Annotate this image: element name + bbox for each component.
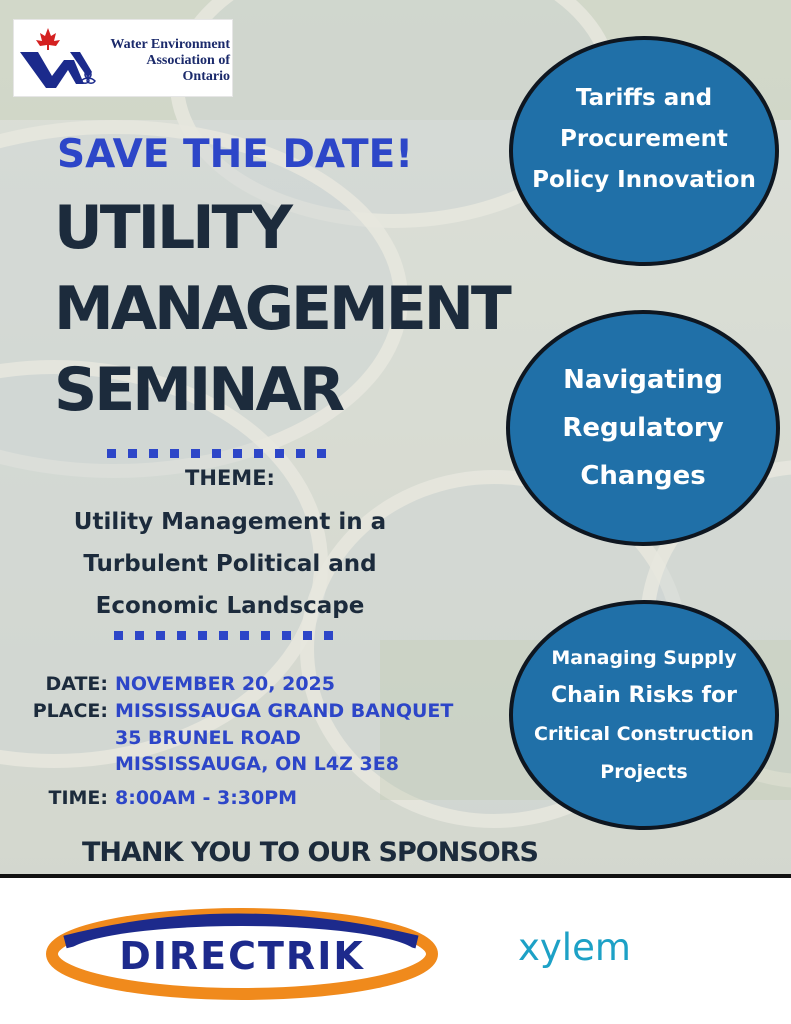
topic-2-line-3: Changes — [580, 461, 706, 491]
topic-1-line-1: Tariffs and — [575, 84, 713, 111]
logo-line-2: Association of — [146, 53, 230, 68]
xylem-logo: xylem — [518, 926, 631, 969]
sponsor-footer — [0, 874, 791, 1024]
theme-line-1: Utility Management in a — [73, 509, 387, 535]
topic-1-line-2: Procurement — [560, 125, 728, 152]
place-label: PLACE: — [32, 700, 108, 722]
divider-dot — [156, 631, 165, 640]
date-value: NOVEMBER 20, 2025 — [115, 673, 335, 695]
topic-2-line-1: Navigating — [563, 365, 723, 395]
topic-3-line-4: Projects — [600, 761, 688, 783]
theme-label: THEME: — [185, 466, 275, 490]
logo-line-3: Ontario — [182, 69, 230, 84]
place-line-3: MISSISSAUGA, ON L4Z 3E8 — [115, 753, 399, 775]
divider-dot — [296, 449, 305, 458]
topic-3-line-2: Chain Risks for — [550, 683, 737, 708]
dotted-divider-top — [107, 449, 332, 459]
topic-circle-tariffs — [509, 36, 779, 266]
title-line-1: UTILITY — [54, 193, 290, 263]
logo-line-1: Water Environment — [110, 37, 230, 52]
directrik-wordmark: DIRECTRIK — [119, 934, 365, 978]
dotted-divider-bottom — [114, 631, 339, 641]
topic-circle-regulatory — [506, 310, 780, 546]
theme-line-3: Economic Landscape — [95, 593, 365, 619]
divider-dot — [275, 449, 284, 458]
topic-1-line-3: Policy Innovation — [532, 166, 756, 193]
save-the-date-heading: SAVE THE DATE! — [57, 132, 414, 177]
divider-dot — [149, 449, 158, 458]
divider-dot — [324, 631, 333, 640]
sponsors-heading: THANK YOU TO OUR SPONSORS — [82, 837, 538, 868]
divider-dot — [191, 449, 200, 458]
divider-dot — [135, 631, 144, 640]
topic-3-line-3: Critical Construction — [534, 723, 754, 745]
divider-dot — [177, 631, 186, 640]
divider-dot — [170, 449, 179, 458]
time-value: 8:00AM - 3:30PM — [115, 787, 298, 809]
place-line-2: 35 BRUNEL ROAD — [115, 727, 301, 749]
place-line-1: MISSISSAUGA GRAND BANQUET — [115, 700, 454, 722]
directrik-logo — [45, 906, 445, 1001]
divider-dot — [261, 631, 270, 640]
topic-2-line-2: Regulatory — [562, 413, 724, 443]
topic-3-line-1: Managing Supply — [551, 647, 737, 669]
logo-mark-icon — [18, 26, 98, 92]
divider-dot — [254, 449, 263, 458]
weao-logo — [14, 20, 232, 96]
divider-dot — [219, 631, 228, 640]
title-line-2: MANAGEMENT — [54, 274, 509, 344]
divider-dot — [128, 449, 137, 458]
divider-dot — [282, 631, 291, 640]
time-label: TIME: — [48, 787, 108, 809]
date-label: DATE: — [45, 673, 108, 695]
divider-dot — [240, 631, 249, 640]
divider-dot — [107, 449, 116, 458]
divider-dot — [303, 631, 312, 640]
divider-dot — [233, 449, 242, 458]
divider-dot — [114, 631, 123, 640]
topic-circle-supply-chain — [509, 600, 779, 830]
divider-dot — [198, 631, 207, 640]
divider-dot — [212, 449, 221, 458]
divider-dot — [317, 449, 326, 458]
logo-text — [94, 37, 230, 85]
theme-line-2: Turbulent Political and — [83, 551, 377, 577]
title-line-3: SEMINAR — [54, 355, 343, 425]
